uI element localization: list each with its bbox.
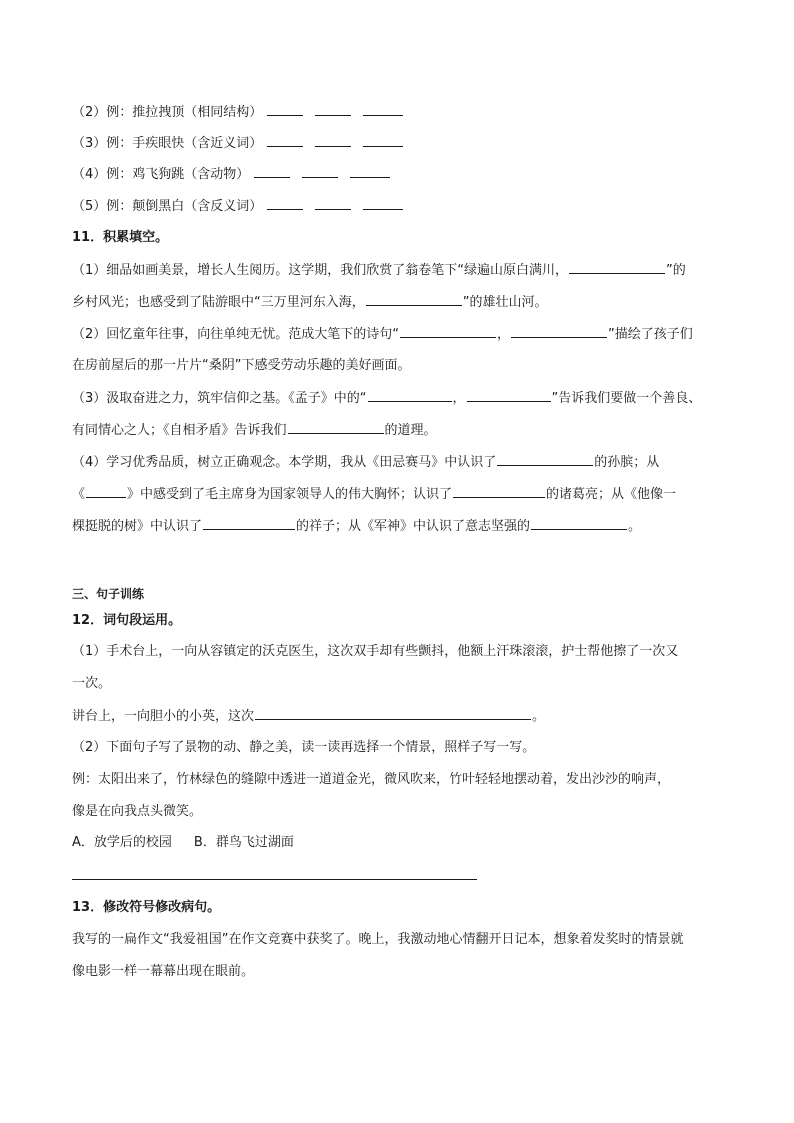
- q11-p3-text-d: 有同情心之人；《自相矛盾》告诉我们: [72, 423, 287, 438]
- q12-p1-text-d: 。: [532, 709, 546, 724]
- answer-blank[interactable]: [467, 388, 551, 402]
- q11-p4-line1: [72, 452, 659, 473]
- answer-blank[interactable]: [302, 164, 338, 178]
- answer-blank[interactable]: [350, 164, 390, 178]
- q11-p4-text-g: 的祥子；从《军神》中认识了意志坚强的: [296, 519, 531, 534]
- q10-item-2: [72, 102, 404, 123]
- answer-blank[interactable]: [267, 102, 303, 116]
- answer-blank[interactable]: [453, 484, 545, 498]
- q12-p2-line3: 像是在向我点头微笑。: [72, 804, 203, 819]
- q11-p4-line3: [72, 516, 641, 537]
- answer-blank[interactable]: [363, 102, 403, 116]
- q11-p1-line1: [72, 260, 686, 281]
- q11-p4-text-h: 。: [628, 519, 642, 534]
- q11-p4-text-c: 《: [72, 487, 86, 502]
- q11-p2-text-b: ，: [497, 327, 511, 342]
- q12-p1-line1: （1）手术台上，一向从容镇定的沃克医生，这次双手却有些颤抖，他额上汗珠滚滚，护士帮他擦了一次又: [72, 644, 679, 659]
- q11-p4-text-b: 的孙膑；从: [594, 455, 660, 470]
- q13-p1-line1: 我写的一扁作文“我爱祖国”在作文竞赛中获奖了。晚上，我激动地心情翻开日记本，想象着发奖时的情景就: [72, 932, 684, 947]
- q11-p2-text-a: （2）回忆童年往事，向往单纯无忧。范成大笔下的诗句“: [72, 327, 400, 342]
- q11-p2-text-c: ”描绘了孩子们: [608, 327, 693, 342]
- q10-item-4: [72, 164, 391, 185]
- q10-item-4-text: （4）例：鸡飞狗跳（含动物）: [72, 167, 250, 182]
- answer-blank[interactable]: [86, 484, 126, 498]
- answer-blank[interactable]: [511, 324, 607, 338]
- q11-title: 11．积累填空。: [72, 230, 169, 245]
- q11-p2-text-d: 在房前屋后的那一片片“桑阴”下感受劳动乐趣的美好画面。: [72, 358, 411, 373]
- section-title: 三、句子训练: [72, 587, 145, 601]
- q11-p1-text-d: ”的雄壮山河。: [462, 295, 548, 310]
- answer-blank[interactable]: [363, 196, 403, 210]
- q11-p3-text-a: （3）汲取奋进之力，筑牢信仰之基。《孟子》中的“: [72, 391, 367, 406]
- q10-item-5-text: （5）例：颠倒黑白（含反义词）: [72, 199, 263, 214]
- q11-p1-text-b: ”的: [666, 263, 686, 278]
- q11-p4-text-e: 的诸葛亮；从《他像一: [546, 487, 677, 502]
- answer-blank[interactable]: [315, 196, 351, 210]
- q11-p3-text-e: 的道理。: [384, 423, 437, 438]
- q11-p3-text-c: ”告诉我们要做一个善良、: [551, 391, 702, 406]
- answer-blank[interactable]: [267, 196, 303, 210]
- answer-blank[interactable]: [315, 133, 351, 147]
- q11-p4-text-a: （4）学习优秀品质，树立正确观念。本学期，我从《田忌赛马》中认识了: [72, 455, 497, 470]
- answer-blank[interactable]: [569, 260, 665, 274]
- answer-blank[interactable]: [366, 292, 462, 306]
- q12-p1-line2: 一次。: [72, 676, 112, 691]
- q12-p2-line2: 例：太阳出来了，竹林绿色的缝隙中透进一道道金光，微风吹来，竹叶轻轻地摆动着，发出沙沙的响声，: [72, 772, 671, 787]
- q12-title: 12．词句段运用。: [72, 613, 182, 628]
- q12-p1-text-c: 讲台上，一向胆小的小英，这次: [72, 709, 255, 724]
- option-b[interactable]: B．群鸟飞过湖面: [193, 835, 294, 850]
- answer-blank[interactable]: [255, 706, 531, 720]
- answer-blank[interactable]: [203, 516, 295, 530]
- q11-p4-text-f: 棵挺脱的树》中认识了: [72, 519, 203, 534]
- q11-p1-line2: [72, 292, 548, 313]
- q12-p2-line1: （2）下面句子写了景物的动、静之美，读一读再选择一个情景，照样子写一写。: [72, 740, 536, 755]
- answer-blank[interactable]: [267, 133, 303, 147]
- answer-blank[interactable]: [400, 324, 496, 338]
- answer-blank[interactable]: [497, 452, 593, 466]
- q11-p3-text-b: ，: [452, 391, 466, 406]
- q11-p4-text-d: 》中感受到了毛主席身为国家领导人的伟大胸怀；认识了: [127, 487, 453, 502]
- answer-blank[interactable]: [368, 388, 452, 402]
- q10-item-3: [72, 133, 404, 154]
- q10-item-3-text: （3）例：手疾眼快（含近义词）: [72, 136, 263, 151]
- q10-item-5: [72, 196, 404, 217]
- answer-blank[interactable]: [288, 420, 384, 434]
- q11-p1-text-a: （1）细品如画美景，增长人生阅历。这学期，我们欣赏了翁卷笔下“绿遍山原白满川，: [72, 263, 569, 278]
- q10-item-2-text: （2）例：推拉拽顶（相同结构）: [72, 105, 263, 120]
- q11-p1-text-c: 乡村风光；也感受到了陆游眼中“三万里河东入海，: [72, 295, 365, 310]
- option-a[interactable]: A．放学后的校园: [72, 835, 172, 850]
- answer-blank[interactable]: [363, 133, 403, 147]
- answer-blank[interactable]: [315, 102, 351, 116]
- q11-p3-line1: [72, 388, 701, 409]
- q12-p1-line3: [72, 706, 545, 727]
- q11-p3-line2: [72, 420, 437, 441]
- answer-blank[interactable]: [254, 164, 290, 178]
- answer-blank[interactable]: [531, 516, 627, 530]
- q13-p1-line2: 像电影一样一幕幕出现在眼前。: [72, 964, 255, 979]
- q11-p4-line2: [72, 484, 676, 505]
- q11-p2-line2: [72, 356, 410, 376]
- q11-p2-line1: [72, 324, 693, 345]
- answer-line[interactable]: [72, 879, 477, 880]
- q12-options: [72, 833, 294, 853]
- q13-title: 13．修改符号修改病句。: [72, 900, 221, 915]
